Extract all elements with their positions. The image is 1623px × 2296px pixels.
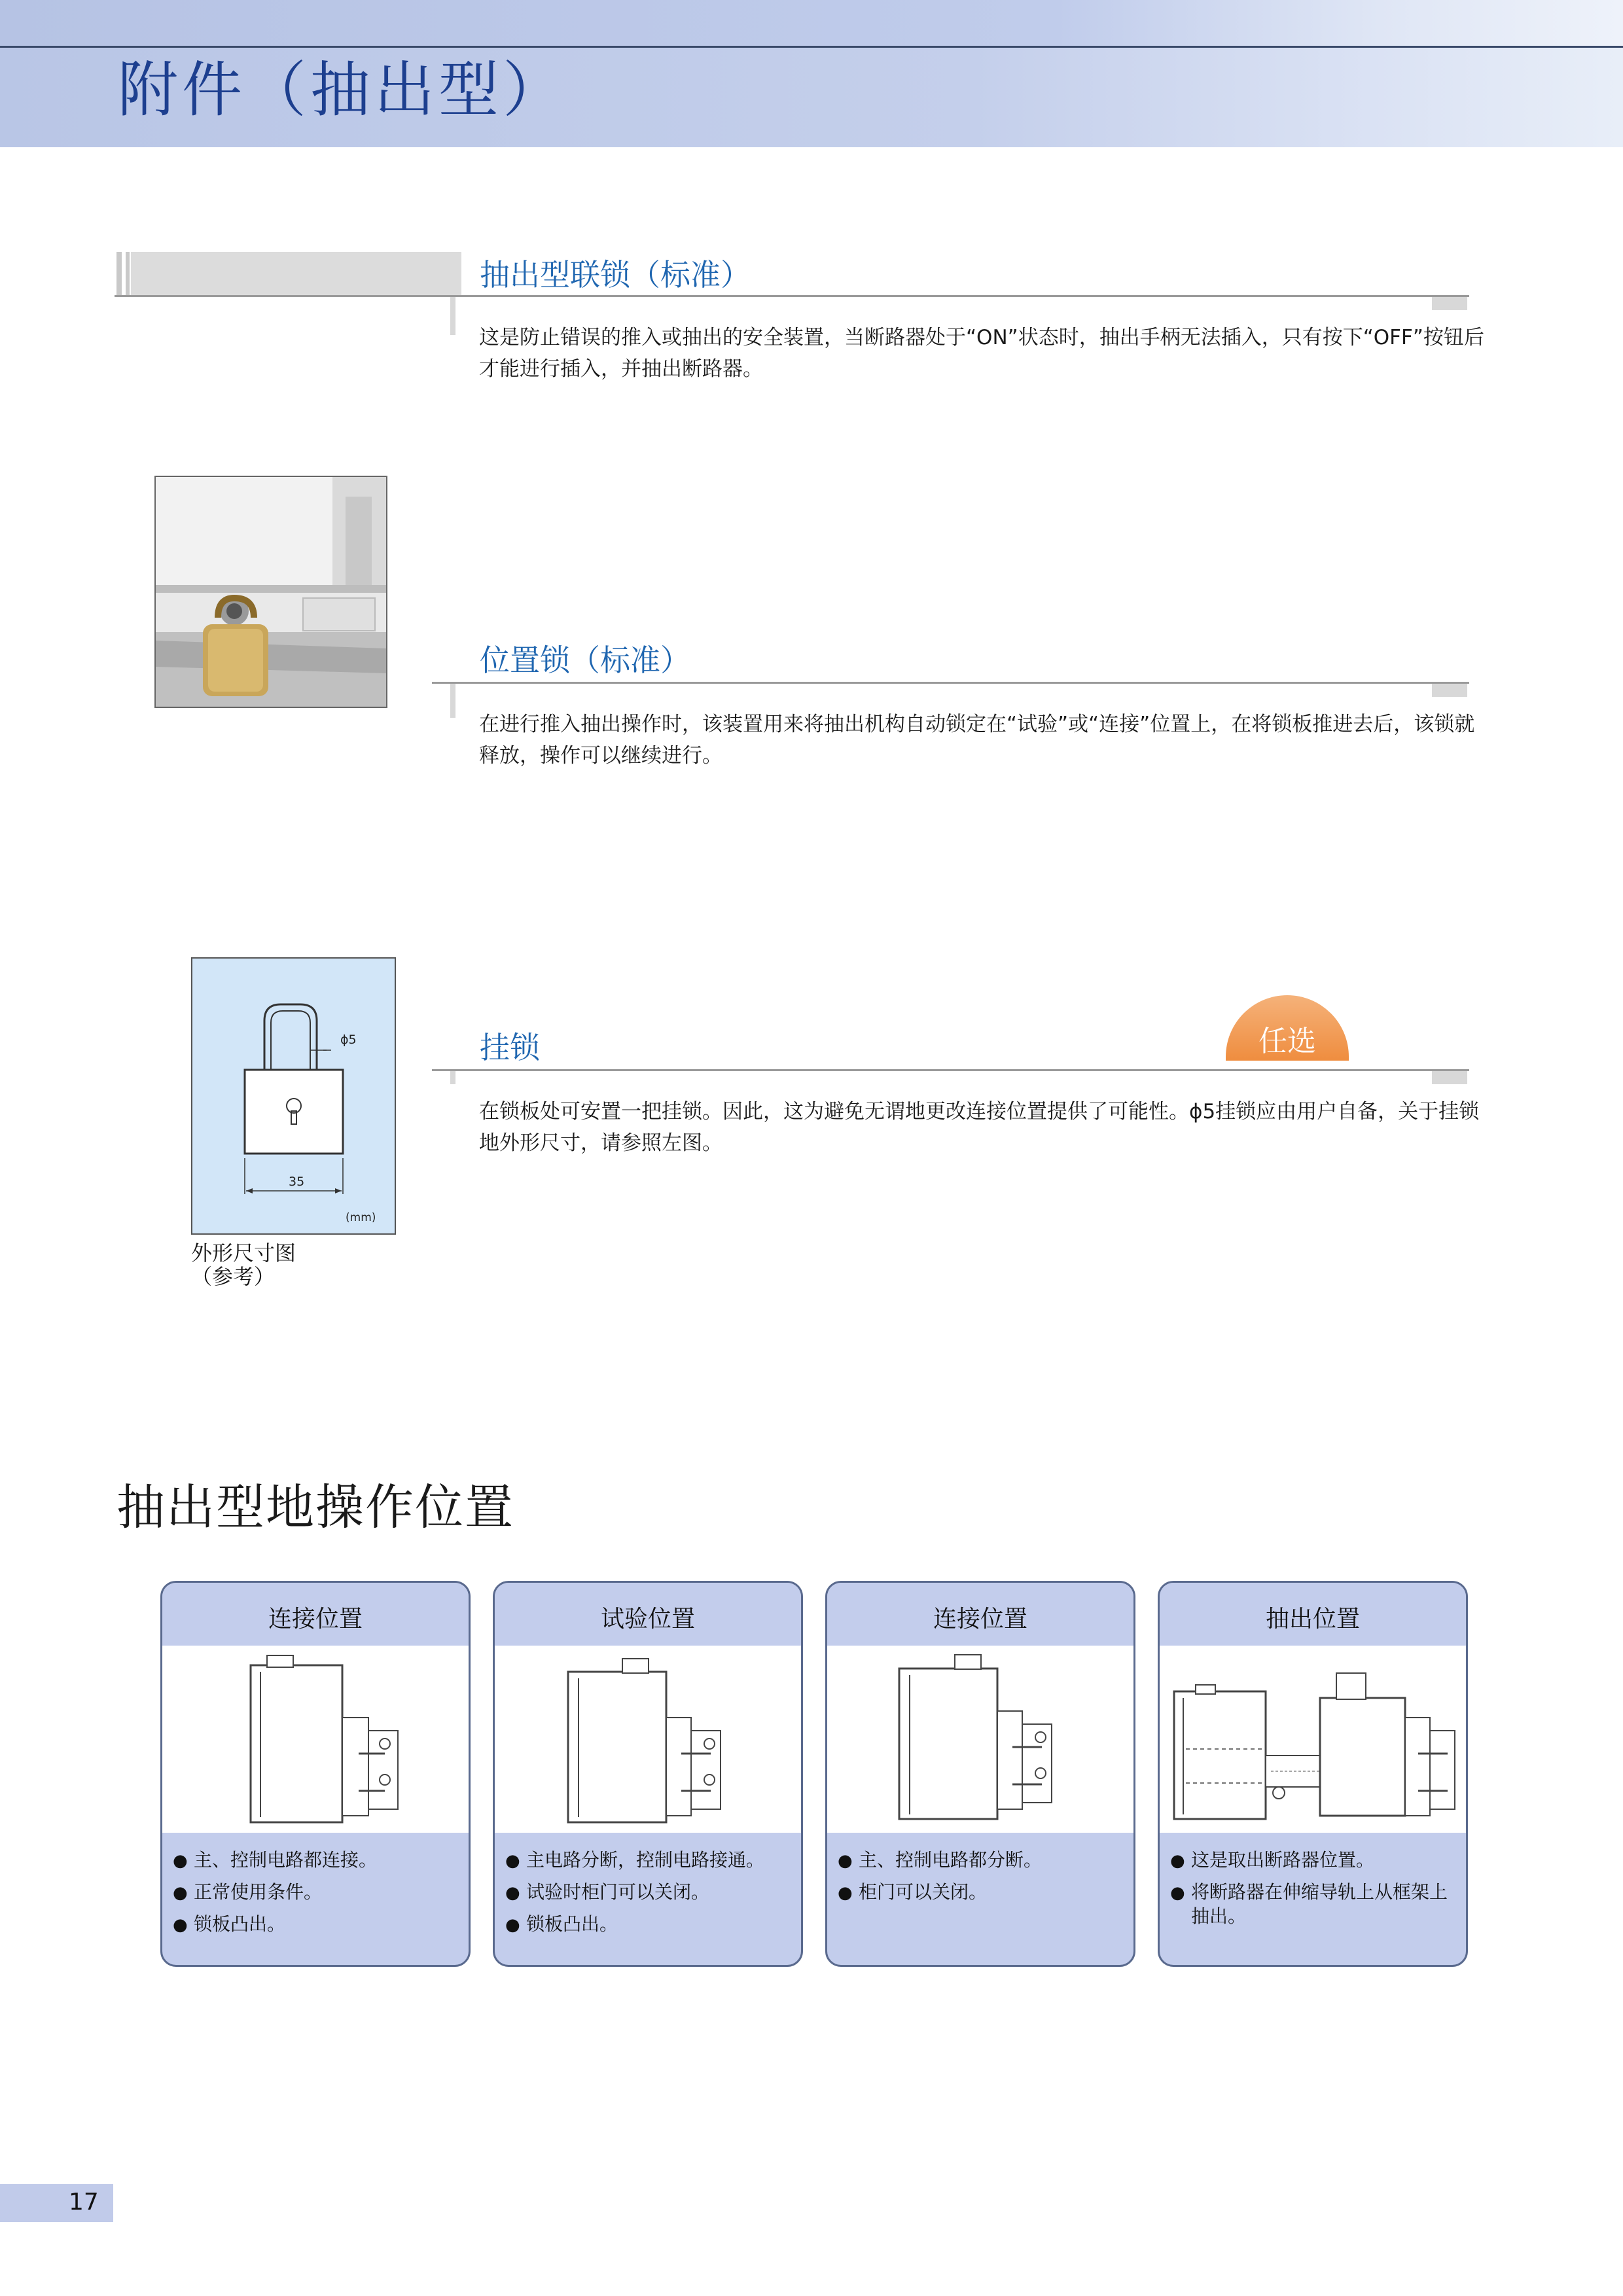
card-notes — [1170, 1845, 1458, 1928]
note-item: ● 主电路分断，控制电路接通。 — [505, 1845, 793, 1877]
diagram-caption: 外形尺寸图 — [191, 1241, 296, 1265]
card-heading: 试验位置 — [495, 1583, 801, 1646]
heading-tick — [450, 1071, 455, 1084]
note-item: ● 锁板凸出。 — [505, 1909, 793, 1941]
breaker-position-drawing — [1160, 1646, 1466, 1833]
header-divider — [0, 46, 1623, 48]
section-body-padlock: 在锁板处可安置一把挂锁。因此，这为避免无谓地更改连接位置提供了可能性。ϕ5挂锁应由用户自备，关于挂锁地外形尺寸，请参照左图。 — [479, 1100, 1480, 1155]
heading-rule — [432, 1069, 1469, 1071]
card-notes — [173, 1845, 461, 1941]
heading-rule-end — [1432, 684, 1467, 697]
disconnected-drawing — [827, 1646, 1133, 1833]
heading-tick — [450, 297, 455, 335]
position-lock-photo-art — [156, 477, 386, 707]
heading-rule — [461, 295, 1469, 297]
breaker-position-drawing — [495, 1646, 801, 1833]
card-heading: 连接位置 — [827, 1583, 1133, 1646]
note-item: ● 将断路器在伸缩导轨上从框架上抽出。 — [1170, 1881, 1458, 1928]
section-heading-position-lock: 位置锁（标准） — [480, 643, 690, 678]
note-item: ● 主、控制电路都连接。 — [173, 1845, 461, 1877]
position-card-disconnected — [825, 1581, 1135, 1967]
note-item: ● 锁板凸出。 — [173, 1909, 461, 1941]
section-heading-interlock: 抽出型联锁（标准） — [480, 257, 751, 292]
breaker-position-drawing — [162, 1646, 469, 1833]
note-item: ● 正常使用条件。 — [173, 1877, 461, 1909]
optional-badge-label: 任选 — [1258, 1025, 1316, 1058]
section-heading-padlock: 挂锁 — [480, 1030, 540, 1065]
note-item: ● 试验时柜门可以关闭。 — [505, 1877, 793, 1909]
dim-unit-label: (mm) — [346, 1211, 376, 1224]
withdrawn-drawing — [1160, 1646, 1466, 1833]
note-item: ● 柜门可以关闭。 — [838, 1877, 1126, 1909]
dim-shackle-label: ϕ5 — [340, 1033, 357, 1047]
section-marker — [126, 252, 130, 296]
card-heading: 连接位置 — [162, 1583, 469, 1646]
position-card-test — [493, 1581, 803, 1967]
section-underline — [115, 295, 461, 297]
page-number: 17 — [69, 2189, 99, 2216]
note-item: ● 主、控制电路都分断。 — [838, 1845, 1126, 1877]
padlock-dimension-diagram — [191, 957, 396, 1235]
section-marker — [116, 252, 122, 296]
position-card-withdrawn — [1158, 1581, 1468, 1967]
card-notes — [838, 1845, 1126, 1909]
heading-rule — [432, 682, 1469, 684]
heading-rule-end — [1432, 297, 1467, 310]
position-lock-photo — [154, 476, 387, 708]
header-top-strip — [0, 0, 1623, 46]
note-item: ● 这是取出断路器位置。 — [1170, 1845, 1458, 1877]
test-drawing — [495, 1646, 801, 1833]
breaker-position-drawing — [827, 1646, 1133, 1833]
connected-drawing — [162, 1646, 469, 1833]
heading-rule-end — [1432, 1071, 1467, 1084]
page-title: 附件（抽出型） — [118, 55, 567, 125]
position-card-connected — [160, 1581, 471, 1967]
padlock-drawing — [192, 959, 395, 1233]
section-side-block — [131, 252, 461, 296]
section-body-position-lock: 在进行推入抽出操作时，该装置用来将抽出机构自动锁定在“试验”或“连接”位置上，在将锁板推进去后，该锁就释放，操作可以继续进行。 — [479, 713, 1475, 768]
section-body-interlock: 这是防止错误的推入或抽出的安全装置，当断路器处于“ON”状态时，抽出手柄无法插入，只有按下“OFF”按钮后才能进行插入，并抽出断路器。 — [479, 326, 1484, 381]
dim-width-label: 35 — [289, 1174, 305, 1189]
positions-title: 抽出型地操作位置 — [116, 1479, 514, 1536]
diagram-caption-sub: （参考） — [191, 1264, 276, 1289]
card-heading: 抽出位置 — [1160, 1583, 1466, 1646]
card-notes — [505, 1845, 793, 1941]
heading-tick — [450, 684, 455, 718]
